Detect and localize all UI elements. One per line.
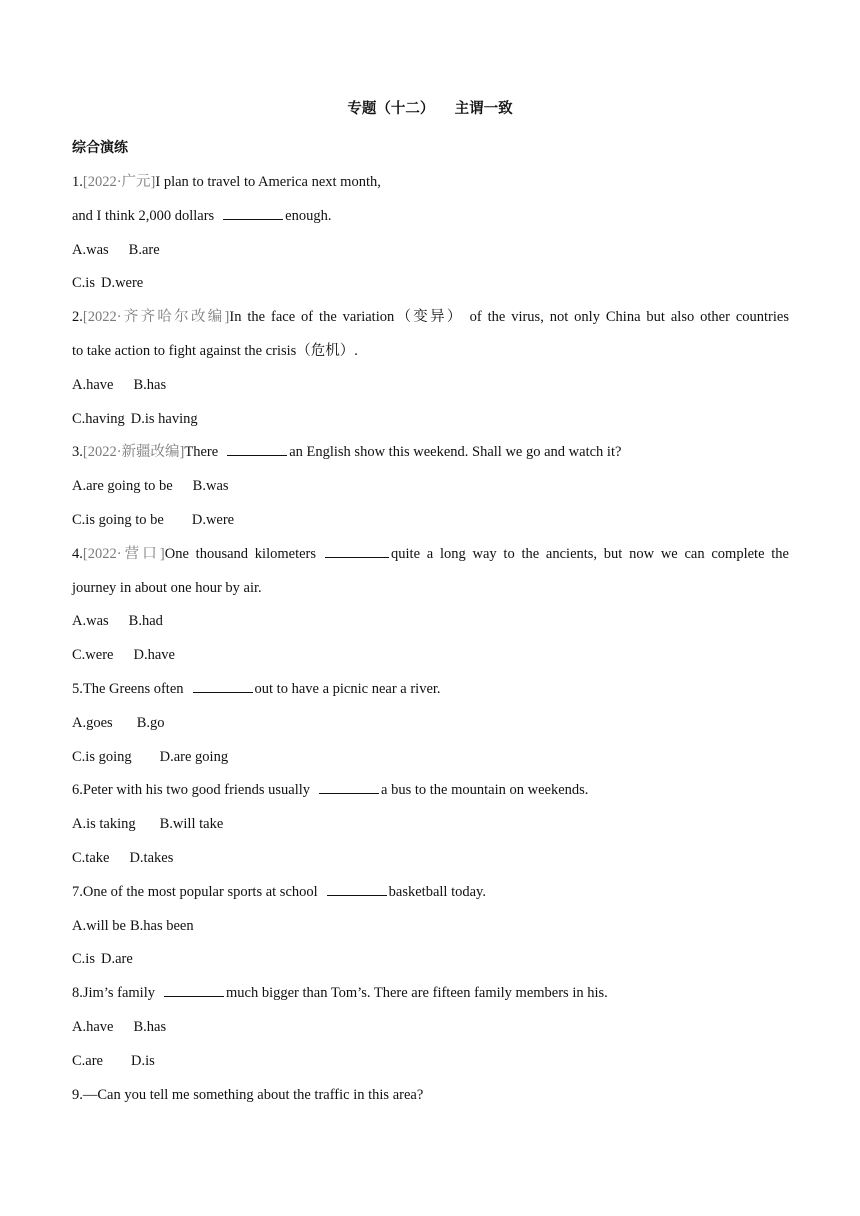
option-d[interactable]: D.is having (130, 410, 198, 427)
question-2-options-ab (72, 374, 789, 408)
question-5-stem (72, 678, 789, 712)
question-8-stem (72, 982, 789, 1016)
question-text: I plan to travel to America next month, (155, 174, 381, 190)
question-6-options-ab (72, 813, 789, 847)
question-2-options-cd (72, 408, 789, 442)
option-d[interactable]: D.have (133, 647, 175, 664)
option-b[interactable]: B.has (133, 1018, 167, 1035)
option-d[interactable]: D.were (191, 511, 235, 528)
question-text: an English show this weekend. Shall we go and watch it? (289, 444, 622, 461)
option-d[interactable]: D.takes (129, 849, 174, 866)
question-text: The Greens often (82, 680, 184, 697)
option-a[interactable]: A.goes (72, 714, 113, 731)
question-6-options-cd (72, 847, 789, 881)
question-3-options-cd (72, 509, 789, 543)
option-b[interactable]: B.are (128, 241, 160, 258)
question-7-options-ab (72, 915, 789, 949)
question-text: to take action to fight against the crisis（危机）. (72, 342, 358, 359)
answer-blank[interactable] (325, 544, 389, 558)
question-text: enough. (285, 207, 332, 224)
answer-blank[interactable] (164, 983, 224, 997)
question-1-options-ab (72, 239, 789, 273)
option-b[interactable]: B.had (128, 613, 163, 630)
option-b[interactable]: B.has been (129, 917, 194, 934)
question-text: quite a long way to the ancients, but now we can complete the (391, 545, 789, 562)
question-4-stem-continued (72, 577, 789, 611)
question-5-options-cd (72, 746, 789, 780)
option-a[interactable]: A.was (72, 613, 109, 630)
question-source: [2022·广元] (82, 174, 156, 190)
question-7-stem (72, 881, 789, 915)
question-text: a bus to the mountain on weekends. (381, 782, 589, 799)
question-8-options-ab (72, 1016, 789, 1050)
option-d[interactable]: D.were (100, 275, 144, 292)
option-a[interactable]: A.have (72, 376, 114, 393)
question-text: out to have a picnic near a river. (254, 680, 441, 697)
question-7-options-cd (72, 948, 789, 982)
question-text: One of the most popular sports at school (82, 883, 318, 900)
question-source: [2022·新疆改编] (82, 444, 185, 461)
question-3-options-ab (72, 475, 789, 509)
question-text: Jim’s family (82, 985, 155, 1002)
option-b[interactable]: B.has (133, 376, 167, 393)
option-d[interactable]: D.are (100, 951, 133, 968)
question-8-options-cd (72, 1050, 789, 1084)
question-number: 1. (72, 174, 83, 190)
question-number: 6. (72, 782, 83, 799)
question-text: There (184, 444, 219, 461)
option-c[interactable]: C.is going to be (72, 511, 164, 528)
question-number: 8. (72, 985, 83, 1002)
question-1-stem (72, 171, 789, 205)
question-number: 2. (72, 309, 83, 326)
section-heading: 综合演练 (72, 140, 128, 156)
option-b[interactable]: B.go (136, 714, 165, 731)
question-6-stem (72, 779, 789, 813)
option-d[interactable]: D.is (131, 1052, 155, 1069)
answer-blank[interactable] (193, 679, 253, 693)
question-number: 5. (72, 680, 83, 697)
question-source: [2022·齐齐哈尔改编] (82, 309, 230, 326)
option-a[interactable]: A.are going to be (72, 478, 173, 495)
option-a[interactable]: A.will be (72, 917, 126, 934)
question-text: One thousand kilometers (164, 545, 317, 562)
option-d[interactable]: D.are going (159, 748, 229, 765)
question-text: much bigger than Tom’s. There are fifteen family members in his. (225, 985, 608, 1002)
question-text: Peter with his two good friends usually (82, 782, 311, 799)
question-9-stem (72, 1084, 789, 1118)
option-a[interactable]: A.have (72, 1018, 114, 1035)
answer-blank[interactable] (223, 206, 283, 220)
answer-blank[interactable] (319, 780, 379, 794)
question-2-stem (72, 306, 789, 340)
question-2-stem-continued (72, 340, 789, 374)
question-4-options-cd (72, 644, 789, 678)
option-b[interactable]: B.was (192, 478, 229, 495)
question-4-stem (72, 543, 789, 577)
option-c[interactable]: C.having (72, 410, 125, 427)
question-text: In the face of the variation（变异） of the virus, not only China but also other countries (229, 309, 789, 326)
option-c[interactable]: C.take (72, 849, 110, 866)
question-5-options-ab (72, 712, 789, 746)
option-c[interactable]: C.were (72, 647, 114, 664)
question-text: and I think 2,000 dollars (72, 207, 215, 224)
question-source: [2022·营口] (82, 545, 165, 562)
question-number: 3. (72, 444, 83, 461)
option-c[interactable]: C.is going (72, 748, 132, 765)
option-c[interactable]: C.are (72, 1052, 103, 1069)
answer-blank[interactable] (327, 882, 387, 896)
option-c[interactable]: C.is (72, 275, 95, 292)
question-number: 7. (72, 883, 83, 900)
question-text: journey in about one hour by air. (72, 579, 262, 596)
option-a[interactable]: A.was (72, 241, 109, 258)
question-3-stem (72, 441, 789, 475)
question-number: 9. (72, 1086, 83, 1103)
question-text: —Can you tell me something about the traffic in this area? (82, 1086, 424, 1103)
page-title: 专题（十二） 主谓一致 (347, 101, 513, 117)
option-b[interactable]: B.will take (159, 816, 224, 833)
answer-blank[interactable] (227, 442, 287, 456)
option-c[interactable]: C.is (72, 951, 95, 968)
question-1-options-cd (72, 272, 789, 306)
option-a[interactable]: A.is taking (72, 816, 136, 833)
question-text: basketball today. (388, 883, 486, 900)
question-1-stem-continued (72, 205, 789, 239)
question-number: 4. (72, 545, 83, 562)
question-list (72, 171, 789, 1117)
question-4-options-ab (72, 610, 789, 644)
